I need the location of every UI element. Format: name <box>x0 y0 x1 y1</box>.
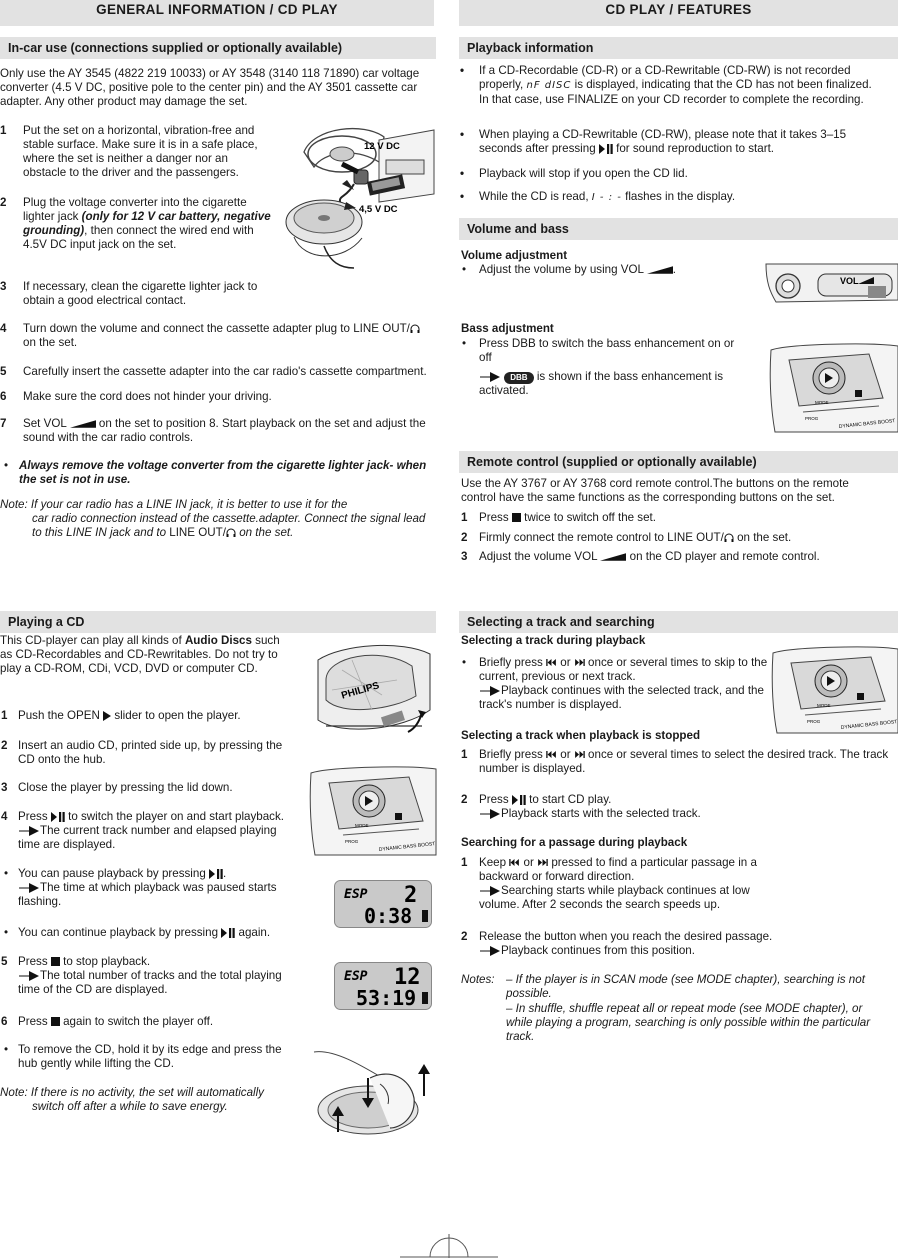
selecting-step-2-result: Playback starts with the selected track. <box>479 807 879 821</box>
dbb-badge: DBB <box>504 372 533 384</box>
step-number: 6 <box>0 390 7 403</box>
device-mode-label: MODE <box>817 703 831 708</box>
step-number: 3 <box>0 280 7 293</box>
selecting-step-2: Press to start CD play. <box>479 793 612 806</box>
play-pause-icon <box>209 869 223 879</box>
incar-step-4: Turn down the volume and connect the cassette adapter plug to LINE OUT/ on the set. <box>23 322 435 350</box>
next-track-icon <box>537 859 548 866</box>
result-arrow-icon <box>479 946 501 956</box>
previous-track-icon <box>509 859 520 866</box>
device-prog-label: PROG <box>807 719 821 724</box>
selecting-heading-2: Selecting a track when playback is stopped <box>461 729 701 742</box>
lcd-track-number: 2 <box>404 883 418 908</box>
device-mode-label: MODE <box>815 400 829 405</box>
step-number: 3 <box>1 781 8 794</box>
bass-result: DBB is shown if the bass enhancement is activated. <box>479 370 724 397</box>
playing-step-4: Press to switch the player on and start playback. <box>18 810 284 823</box>
lcd-nf-disc-text: nF dISC <box>526 80 572 91</box>
step-number: 4 <box>1 810 8 823</box>
label-12v: 12 V DC <box>364 141 400 152</box>
volume-wheel-illustration <box>766 262 898 304</box>
selecting-note-2: – In shuffle, shuffle repeat all or repeat mode (see MODE chapter), or while playing a program, searching is only possible within the particular track. <box>506 1002 871 1043</box>
stop-icon <box>51 1017 60 1026</box>
playing-step-5-result: The total number of tracks and the total playing time of the CD are displayed. <box>18 969 282 996</box>
volume-bullet: Adjust the volume by using VOL . <box>479 263 677 276</box>
step-number: 1 <box>0 124 7 137</box>
next-track-icon <box>574 659 585 666</box>
player-play-button-illustration <box>309 763 436 855</box>
play-icon <box>103 711 111 721</box>
bullet-dot: • <box>4 1043 9 1056</box>
stop-icon <box>512 513 521 522</box>
playing-remove: To remove the CD, hold it by its edge and press the hub gently while lifting the CD. <box>18 1043 282 1070</box>
selecting-heading-3: Searching for a passage during playback <box>461 836 688 849</box>
bullet-dot: • <box>462 337 467 350</box>
bullet-dot: • <box>460 64 465 77</box>
section-volume-title: Volume and bass <box>459 218 898 240</box>
step-number: 2 <box>461 793 468 806</box>
step-number: 4 <box>0 322 7 335</box>
result-arrow-icon <box>18 883 40 893</box>
playing-pause: You can pause playback by pressing . <box>18 867 227 880</box>
step-number: 2 <box>461 531 468 544</box>
result-arrow-icon <box>479 886 501 896</box>
step-number: 5 <box>0 365 7 378</box>
selecting-bullet-1-result: Playback continues with the selected track, and the track's number is displayed. <box>479 684 764 711</box>
device-mode-label: MODE <box>355 823 369 828</box>
step-number: 1 <box>461 748 468 761</box>
result-arrow-icon <box>479 809 501 819</box>
incar-step-6: Make sure the cord does not hinder your driving. <box>23 390 272 403</box>
left-page-header: GENERAL INFORMATION / CD PLAY <box>0 0 434 26</box>
selecting-step-1: Briefly press or once or several times to select the desired track. The track number is displayed. <box>479 748 889 775</box>
remote-intro: Use the AY 3767 or AY 3768 cord remote control.The buttons on the remote control have the same functions as the corresponding buttons on the set. <box>461 477 849 504</box>
step-number: 2 <box>0 196 7 209</box>
section-incar-title: In-car use (connections supplied or optionally available) <box>0 37 436 59</box>
previous-track-icon <box>546 659 557 666</box>
playing-pause-result: The time at which playback was paused starts flashing. <box>18 881 277 908</box>
incar-warning: Always remove the voltage converter from the cigarette lighter jack- when the set is not in use. <box>19 459 427 486</box>
incar-note: Note: If your car radio has a LINE IN jack, it is better to use it for the car radio connection instead of the cassette.adapter. Connect the signal lead to this LINE IN jack and to LINE OUT/ on the set. <box>0 498 426 539</box>
volume-wedge-icon <box>647 266 673 274</box>
playing-step-4-result: The current track number and elapsed playing time are displayed. <box>18 824 277 851</box>
incar-step-1: Put the set on a horizontal, vibration-free and stable surface. Make sure it is in a safe place, where the set is neither a danger nor an obstacle to the driver and the passengers. <box>23 124 258 179</box>
result-arrow-icon <box>18 826 40 836</box>
playing-continue: You can continue playback by pressing again. <box>18 926 271 939</box>
volume-wedge-icon <box>70 420 96 428</box>
step-number: 3 <box>461 550 468 563</box>
step-number: 7 <box>0 417 7 430</box>
brand-label: PHILIPS <box>340 680 381 702</box>
playing-step-5: Press to stop playback. <box>18 955 151 968</box>
device-bass-label: DYNAMIC BASS BOOST <box>840 719 898 731</box>
lcd-esp: ESP <box>344 969 368 984</box>
bullet-dot: • <box>462 656 467 669</box>
device-bass-label: DYNAMIC BASS BOOST <box>378 841 436 853</box>
incar-step-5: Carefully insert the cassette adapter into the car radio's cassette compartment. <box>23 365 427 378</box>
section-selecting-title: Selecting a track and searching <box>459 611 898 633</box>
result-arrow-icon <box>18 971 40 981</box>
player-skip-buttons-illustration <box>771 643 898 733</box>
lcd-track-count: 12 <box>394 965 421 990</box>
selecting-note-1: – If the player is in SCAN mode (see MODE chapter), searching is not possible. <box>506 973 865 1000</box>
incar-step-2: Plug the voltage converter into the cigarette lighter jack (only for 12 V car battery, negative grounding), then connect the wired end with 4.5V DC input jack on the set. <box>23 196 271 251</box>
step-number: 6 <box>1 1015 8 1028</box>
playing-intro: This CD-player can play all kinds of Audio Discs such as CD-Recordables and CD-Rewritables. Do not try to play a CD-ROM, CDi, VCD, DVD or computer CD. <box>0 634 280 675</box>
lcd-esp: ESP <box>344 887 368 902</box>
step-number: 1 <box>1 709 8 722</box>
lcd-reading-text: I - : - <box>591 192 622 203</box>
selecting-heading-1: Selecting a track during playback <box>461 634 646 647</box>
step-number: 5 <box>1 955 8 968</box>
playing-step-2: Insert an audio CD, printed side up, by pressing the CD onto the hub. <box>18 739 283 766</box>
remote-step-1: Press twice to switch off the set. <box>479 511 656 524</box>
stop-icon <box>51 957 60 966</box>
step-number: 1 <box>461 856 468 869</box>
selecting-search-step-1-result: Searching starts while playback continues at low volume. After 2 seconds the search speeds up. <box>479 884 750 911</box>
bullet-dot: • <box>4 926 9 939</box>
selecting-search-step-1: Keep or pressed to find a particular passage in a backward or forward direction. <box>479 856 757 883</box>
volume-heading: Volume adjustment <box>461 249 568 262</box>
selecting-search-step-2-result: Playback continues from this position. <box>479 944 879 958</box>
lcd-display-stopped <box>334 962 432 1010</box>
step-number: 1 <box>461 511 468 524</box>
section-remote-title: Remote control (supplied or optionally available) <box>459 451 898 473</box>
selecting-search-step-2: Release the button when you reach the desired passage. <box>479 930 773 943</box>
playing-step-1: Push the OPEN slider to open the player. <box>18 709 241 722</box>
headphones-icon <box>724 533 734 543</box>
incar-intro: Only use the AY 3545 (4822 219 10033) or AY 3548 (3140 118 71890) car voltage converter (4.5 V DC, positive pole to the center pin) and the AY 3501 cassette car adapter. Any other product may damage the set. <box>0 67 420 108</box>
bullet-dot: • <box>460 190 465 203</box>
bass-bullet: Press DBB to switch the bass enhancement on or off <box>479 337 735 364</box>
bullet-dot: • <box>462 263 467 276</box>
previous-track-icon <box>546 751 557 758</box>
section-playing-title: Playing a CD <box>0 611 436 633</box>
selecting-bullet-1: Briefly press or once or several times to skip to the current, previous or next track. <box>479 656 768 683</box>
result-arrow-icon <box>479 686 501 696</box>
car-setup-illustration <box>284 122 436 278</box>
device-prog-label: PROG <box>805 416 819 421</box>
next-track-icon <box>574 751 585 758</box>
playback-bullet-2: When playing a CD-Rewritable (CD-RW), please note that it takes 3–15 seconds after pressing for sound reproduction to start. <box>479 128 847 155</box>
remote-step-2: Firmly connect the remote control to LINE OUT/ on the set. <box>479 531 792 544</box>
bullet-dot: • <box>460 167 465 180</box>
lcd-display-playing <box>334 880 432 928</box>
bass-heading: Bass adjustment <box>461 322 554 335</box>
bullet-dot: • <box>4 459 9 472</box>
player-buttons-illustration <box>769 340 898 432</box>
headphones-icon <box>226 528 236 538</box>
right-page-header: CD PLAY / FEATURES <box>459 0 898 26</box>
incar-step-7: Set VOL on the set to position 8. Start playback on the set and adjust the sound with the car radio controls. <box>23 417 426 444</box>
playback-bullet-4: While the CD is read, I - : - flashes in the display. <box>479 190 736 203</box>
headphones-icon <box>410 324 420 334</box>
notes-label: Notes: <box>461 973 495 986</box>
playback-bullet-3: Playback will stop if you open the CD lid. <box>479 167 688 180</box>
bullet-dot: • <box>460 128 465 141</box>
playing-step-6: Press again to switch the player off. <box>18 1015 214 1028</box>
play-pause-icon <box>512 795 526 805</box>
incar-step-3: If necessary, clean the cigarette lighter jack to obtain a good electrical contact. <box>23 280 258 307</box>
step-number: 2 <box>461 930 468 943</box>
lcd-total-time: 53:19 <box>356 986 417 1010</box>
label-45v: 4,5 V DC <box>359 204 398 215</box>
section-playback-title: Playback information <box>459 37 898 59</box>
lcd-time: 0:38 <box>364 904 413 928</box>
step-number: 2 <box>1 739 8 752</box>
result-arrow-icon <box>479 372 501 382</box>
registration-mark <box>400 1228 498 1258</box>
device-bass-label: DYNAMIC BASS BOOST <box>838 418 896 430</box>
remove-cd-illustration <box>310 1048 436 1138</box>
play-pause-icon <box>221 928 235 938</box>
open-player-illustration <box>312 640 436 740</box>
bullet-dot: • <box>4 867 9 880</box>
remote-step-3: Adjust the volume VOL on the CD player and remote control. <box>479 550 820 563</box>
volume-wedge-icon <box>600 553 626 561</box>
playing-note: Note: If there is no activity, the set will automatically switch off after a while to save energy. <box>0 1086 264 1113</box>
play-pause-icon <box>51 812 65 822</box>
playing-step-3: Close the player by pressing the lid down. <box>18 781 233 794</box>
device-prog-label: PROG <box>345 839 359 844</box>
vol-label: VOL <box>840 276 859 286</box>
playback-bullet-1: If a CD-Recordable (CD-R) or a CD-Rewritable (CD-RW) is not recorded properly, nF dISC is displayed, indicating that the CD has not been finalized. In that case, use FINALIZE on your CD recorder to complete the recording. <box>479 64 872 106</box>
play-pause-icon <box>599 144 613 154</box>
